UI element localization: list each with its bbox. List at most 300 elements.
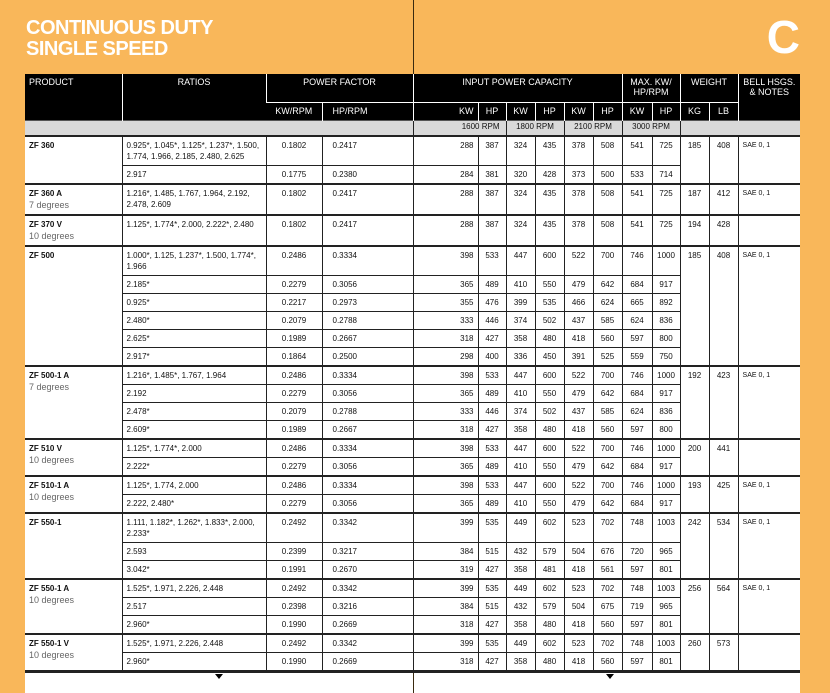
hp-2100-cell: 700 — [593, 246, 622, 276]
hp-1800-cell: 435 — [535, 215, 564, 246]
hp-1600-cell: 489 — [478, 276, 506, 294]
kw-1600-cell: 298 — [413, 348, 478, 367]
kw-1600-cell: 333 — [413, 312, 478, 330]
hp-max-cell: 1003 — [652, 634, 680, 653]
kw-max-cell: 719 — [622, 598, 652, 616]
ratios-cell: 2.480* — [122, 312, 266, 330]
table-row — [25, 215, 800, 246]
kw-1800-cell: 358 — [506, 616, 535, 635]
hp-1600-cell: 427 — [478, 616, 506, 635]
hp-1600-cell: 446 — [478, 312, 506, 330]
page-title — [26, 18, 213, 60]
product-name: ZF 500-1 A — [29, 371, 70, 380]
triangle-marker-icon — [215, 674, 223, 679]
col-kw: KW — [622, 103, 652, 121]
col-notes: BELL HSGS. & NOTES — [738, 74, 800, 121]
col-hp: HP — [652, 103, 680, 121]
kw-max-cell: 597 — [622, 616, 652, 635]
hp-rpm-cell: 0.3342 — [322, 634, 413, 653]
hp-2100-cell: 642 — [593, 385, 622, 403]
table-row — [25, 439, 800, 458]
product-cell — [25, 579, 122, 634]
hp-2100-cell: 508 — [593, 184, 622, 215]
kw-max-cell: 748 — [622, 579, 652, 598]
hp-2100-cell: 642 — [593, 276, 622, 294]
kw-1600-cell: 365 — [413, 495, 478, 514]
kw-2100-cell: 479 — [564, 385, 593, 403]
product-cell — [25, 215, 122, 246]
kw-max-cell: 541 — [622, 184, 652, 215]
kw-1800-cell: 447 — [506, 246, 535, 276]
hp-rpm-cell: 0.2417 — [322, 184, 413, 215]
kw-1600-cell: 399 — [413, 579, 478, 598]
hp-1800-cell: 480 — [535, 421, 564, 440]
col-product: PRODUCT — [25, 74, 122, 121]
hp-max-cell: 917 — [652, 495, 680, 514]
kw-2100-cell: 479 — [564, 276, 593, 294]
product-name: ZF 510-1 A — [29, 481, 70, 490]
kw-1800-cell: 447 — [506, 366, 535, 385]
hp-2100-cell: 560 — [593, 616, 622, 635]
col-kw: KW — [506, 103, 535, 121]
page-fold-line — [413, 673, 414, 693]
kw-1800-cell: 358 — [506, 330, 535, 348]
ratios-cell: 2.960* — [122, 616, 266, 635]
kw-1800-cell: 432 — [506, 598, 535, 616]
kw-1800-cell: 358 — [506, 561, 535, 580]
hp-2100-cell: 500 — [593, 166, 622, 185]
hp-2100-cell: 561 — [593, 561, 622, 580]
weight-lb-cell: 408 — [709, 246, 738, 366]
kw-2100-cell: 522 — [564, 246, 593, 276]
hp-1800-cell: 502 — [535, 312, 564, 330]
hp-rpm-cell: 0.2669 — [322, 616, 413, 635]
hp-1600-cell: 489 — [478, 385, 506, 403]
product-name: ZF 360 A — [29, 189, 63, 198]
hp-1600-cell: 446 — [478, 403, 506, 421]
title-line-2: SINGLE SPEED — [26, 38, 168, 60]
kw-rpm-cell: 0.2492 — [266, 634, 322, 653]
hp-1600-cell: 533 — [478, 439, 506, 458]
kw-2100-cell: 523 — [564, 634, 593, 653]
spec-table — [25, 74, 800, 671]
notes-cell: SAE 0, 1 — [738, 513, 800, 579]
weight-lb-cell: 573 — [709, 634, 738, 671]
hp-2100-cell: 702 — [593, 634, 622, 653]
weight-kg-cell: 193 — [680, 476, 709, 513]
product-subtitle: 7 degrees — [29, 200, 70, 210]
table-row — [25, 513, 800, 543]
hp-max-cell: 801 — [652, 653, 680, 671]
kw-2100-cell: 504 — [564, 543, 593, 561]
hp-1600-cell: 427 — [478, 330, 506, 348]
hp-max-cell: 725 — [652, 136, 680, 166]
hp-1600-cell: 427 — [478, 561, 506, 580]
kw-rpm-cell: 0.2398 — [266, 598, 322, 616]
hp-2100-cell: 508 — [593, 136, 622, 166]
hp-rpm-cell: 0.3334 — [322, 246, 413, 276]
ratios-cell: 0.925* — [122, 294, 266, 312]
kw-rpm-cell: 0.2399 — [266, 543, 322, 561]
hp-1600-cell: 427 — [478, 421, 506, 440]
hp-1800-cell: 428 — [535, 166, 564, 185]
product-cell — [25, 246, 122, 366]
ratios-cell: 1.125*, 1.774, 2.000 — [122, 476, 266, 495]
product-name: ZF 360 — [29, 141, 55, 150]
hp-max-cell: 1003 — [652, 579, 680, 598]
kw-1600-cell: 365 — [413, 458, 478, 477]
kw-1600-cell: 398 — [413, 439, 478, 458]
hp-1800-cell: 480 — [535, 616, 564, 635]
kw-rpm-cell: 0.2486 — [266, 366, 322, 385]
ratios-cell: 1.000*, 1.125, 1.237*, 1.500, 1.774*, 1.966 — [122, 246, 266, 276]
kw-2100-cell: 378 — [564, 184, 593, 215]
kw-1800-cell: 358 — [506, 421, 535, 440]
hp-rpm-cell: 0.3334 — [322, 366, 413, 385]
hp-rpm-cell: 0.3216 — [322, 598, 413, 616]
col-kg: KG — [680, 103, 709, 121]
notes-cell: SAE 0, 1 — [738, 136, 800, 184]
hp-max-cell: 1000 — [652, 366, 680, 385]
kw-1800-cell: 447 — [506, 439, 535, 458]
product-name: ZF 370 V — [29, 220, 62, 229]
kw-rpm-cell: 0.2279 — [266, 495, 322, 514]
ratios-cell: 2.625* — [122, 330, 266, 348]
col-hp: HP — [593, 103, 622, 121]
weight-kg-cell: 185 — [680, 246, 709, 366]
product-cell — [25, 634, 122, 671]
hp-2100-cell: 700 — [593, 439, 622, 458]
ratios-cell: 1.216*, 1.485*, 1.767, 1.964 — [122, 366, 266, 385]
kw-rpm-cell: 0.2217 — [266, 294, 322, 312]
kw-max-cell: 665 — [622, 294, 652, 312]
ratios-cell: 1.216*, 1.485, 1.767, 1.964, 2.192, 2.478, 2.609 — [122, 184, 266, 215]
kw-rpm-cell: 0.2079 — [266, 312, 322, 330]
col-hp: HP — [478, 103, 506, 121]
ratios-cell: 2.222* — [122, 458, 266, 477]
kw-rpm-cell: 0.1989 — [266, 330, 322, 348]
rpm-band-blank — [25, 121, 413, 137]
hp-1600-cell: 387 — [478, 136, 506, 166]
hp-1800-cell: 602 — [535, 634, 564, 653]
weight-lb-cell: 441 — [709, 439, 738, 476]
kw-1800-cell: 324 — [506, 136, 535, 166]
kw-max-cell: 684 — [622, 385, 652, 403]
hp-max-cell: 836 — [652, 312, 680, 330]
hp-1600-cell: 533 — [478, 246, 506, 276]
kw-rpm-cell: 0.2279 — [266, 458, 322, 477]
ratios-cell: 2.222, 2.480* — [122, 495, 266, 514]
ratios-cell: 2.917* — [122, 348, 266, 367]
hp-1800-cell: 550 — [535, 495, 564, 514]
hp-max-cell: 1000 — [652, 439, 680, 458]
rpm-band-blank — [680, 121, 800, 137]
hp-1600-cell: 515 — [478, 543, 506, 561]
kw-1600-cell: 318 — [413, 330, 478, 348]
weight-kg-cell: 242 — [680, 513, 709, 579]
rpm-label: 2100 RPM — [564, 121, 622, 137]
notes-cell: SAE 0, 1 — [738, 476, 800, 513]
col-kw-rpm: KW/RPM — [266, 103, 322, 121]
kw-1800-cell: 410 — [506, 458, 535, 477]
kw-max-cell: 624 — [622, 312, 652, 330]
table-body — [25, 136, 800, 671]
hp-1600-cell: 515 — [478, 598, 506, 616]
kw-1600-cell: 318 — [413, 653, 478, 671]
kw-2100-cell: 373 — [564, 166, 593, 185]
col-hp: HP — [535, 103, 564, 121]
product-cell — [25, 476, 122, 513]
hp-1800-cell: 602 — [535, 579, 564, 598]
ratios-cell: 2.478* — [122, 403, 266, 421]
col-hp-rpm: HP/RPM — [322, 103, 413, 121]
kw-1600-cell: 384 — [413, 543, 478, 561]
kw-1800-cell: 358 — [506, 653, 535, 671]
hp-1800-cell: 600 — [535, 476, 564, 495]
kw-1800-cell: 449 — [506, 513, 535, 543]
product-name: ZF 550-1 V — [29, 639, 70, 648]
hp-2100-cell: 585 — [593, 403, 622, 421]
kw-rpm-cell: 0.1991 — [266, 561, 322, 580]
product-subtitle: 10 degrees — [29, 231, 75, 241]
kw-1600-cell: 365 — [413, 276, 478, 294]
hp-rpm-cell: 0.2788 — [322, 312, 413, 330]
hp-max-cell: 836 — [652, 403, 680, 421]
kw-1800-cell: 410 — [506, 276, 535, 294]
table-row — [25, 476, 800, 495]
product-subtitle: 10 degrees — [29, 595, 75, 605]
kw-rpm-cell: 0.1775 — [266, 166, 322, 185]
hp-max-cell: 800 — [652, 330, 680, 348]
hp-1800-cell: 600 — [535, 366, 564, 385]
ratios-cell: 1.125*, 1.774*, 2.000, 2.222*, 2.480 — [122, 215, 266, 246]
kw-max-cell: 746 — [622, 246, 652, 276]
col-kw: KW — [413, 103, 478, 121]
col-power-factor: POWER FACTOR — [266, 74, 413, 103]
kw-max-cell: 746 — [622, 476, 652, 495]
hp-max-cell: 1003 — [652, 513, 680, 543]
kw-2100-cell: 479 — [564, 495, 593, 514]
hp-max-cell: 800 — [652, 421, 680, 440]
kw-max-cell: 748 — [622, 513, 652, 543]
hp-rpm-cell: 0.3217 — [322, 543, 413, 561]
kw-2100-cell: 418 — [564, 616, 593, 635]
kw-1600-cell: 318 — [413, 616, 478, 635]
kw-1600-cell: 384 — [413, 598, 478, 616]
hp-rpm-cell: 0.3342 — [322, 579, 413, 598]
hp-1800-cell: 550 — [535, 458, 564, 477]
hp-1600-cell: 400 — [478, 348, 506, 367]
kw-max-cell: 684 — [622, 458, 652, 477]
notes-cell: SAE 0, 1 — [738, 246, 800, 366]
hp-1800-cell: 550 — [535, 276, 564, 294]
kw-max-cell: 748 — [622, 634, 652, 653]
hp-max-cell: 750 — [652, 348, 680, 367]
kw-2100-cell: 479 — [564, 458, 593, 477]
kw-rpm-cell: 0.2079 — [266, 403, 322, 421]
hp-max-cell: 1000 — [652, 476, 680, 495]
kw-max-cell: 624 — [622, 403, 652, 421]
kw-1800-cell: 432 — [506, 543, 535, 561]
weight-lb-cell: 428 — [709, 215, 738, 246]
ratios-cell: 2.517 — [122, 598, 266, 616]
kw-1600-cell: 288 — [413, 215, 478, 246]
spec-sheet — [25, 74, 800, 693]
kw-max-cell: 541 — [622, 215, 652, 246]
hp-1600-cell: 489 — [478, 458, 506, 477]
hp-1600-cell: 427 — [478, 653, 506, 671]
hp-1800-cell: 435 — [535, 136, 564, 166]
kw-2100-cell: 437 — [564, 403, 593, 421]
kw-rpm-cell: 0.1989 — [266, 421, 322, 440]
hp-1800-cell: 535 — [535, 294, 564, 312]
hp-rpm-cell: 0.3334 — [322, 476, 413, 495]
kw-max-cell: 684 — [622, 495, 652, 514]
hp-rpm-cell: 0.2500 — [322, 348, 413, 367]
col-ratios: RATIOS — [122, 74, 266, 121]
kw-2100-cell: 391 — [564, 348, 593, 367]
kw-2100-cell: 466 — [564, 294, 593, 312]
col-kw: KW — [564, 103, 593, 121]
kw-max-cell: 541 — [622, 136, 652, 166]
hp-2100-cell: 700 — [593, 476, 622, 495]
kw-2100-cell: 418 — [564, 330, 593, 348]
hp-max-cell: 965 — [652, 598, 680, 616]
product-cell — [25, 184, 122, 215]
weight-lb-cell: 408 — [709, 136, 738, 184]
hp-1800-cell: 579 — [535, 543, 564, 561]
kw-1600-cell: 399 — [413, 513, 478, 543]
triangle-marker-icon — [606, 674, 614, 679]
ratios-cell: 2.917 — [122, 166, 266, 185]
kw-1800-cell: 447 — [506, 476, 535, 495]
hp-rpm-cell: 0.3056 — [322, 458, 413, 477]
kw-rpm-cell: 0.1802 — [266, 215, 322, 246]
kw-rpm-cell: 0.2486 — [266, 246, 322, 276]
hp-1800-cell: 450 — [535, 348, 564, 367]
kw-rpm-cell: 0.1990 — [266, 616, 322, 635]
weight-kg-cell: 260 — [680, 634, 709, 671]
hp-2100-cell: 585 — [593, 312, 622, 330]
notes-cell — [738, 439, 800, 476]
hp-2100-cell: 560 — [593, 653, 622, 671]
kw-max-cell: 559 — [622, 348, 652, 367]
kw-rpm-cell: 0.2279 — [266, 276, 322, 294]
weight-lb-cell: 564 — [709, 579, 738, 634]
kw-rpm-cell: 0.1802 — [266, 136, 322, 166]
hp-rpm-cell: 0.2669 — [322, 653, 413, 671]
hp-1600-cell: 533 — [478, 476, 506, 495]
rpm-label: 3000 RPM — [622, 121, 680, 137]
weight-kg-cell: 256 — [680, 579, 709, 634]
weight-lb-cell: 412 — [709, 184, 738, 215]
rpm-band — [25, 121, 800, 137]
weight-kg-cell: 192 — [680, 366, 709, 439]
kw-rpm-cell: 0.1990 — [266, 653, 322, 671]
notes-cell — [738, 215, 800, 246]
col-max: MAX. KW/ HP/RPM — [622, 74, 680, 103]
hp-1800-cell: 480 — [535, 330, 564, 348]
table-row — [25, 136, 800, 166]
hp-1800-cell: 602 — [535, 513, 564, 543]
kw-2100-cell: 522 — [564, 439, 593, 458]
kw-rpm-cell: 0.2486 — [266, 439, 322, 458]
weight-kg-cell: 194 — [680, 215, 709, 246]
notes-cell: SAE 0, 1 — [738, 366, 800, 439]
kw-max-cell: 684 — [622, 276, 652, 294]
kw-1800-cell: 374 — [506, 312, 535, 330]
kw-1800-cell: 336 — [506, 348, 535, 367]
kw-rpm-cell: 0.2492 — [266, 513, 322, 543]
ratios-cell: 2.593 — [122, 543, 266, 561]
kw-1800-cell: 410 — [506, 385, 535, 403]
kw-2100-cell: 504 — [564, 598, 593, 616]
hp-rpm-cell: 0.3056 — [322, 276, 413, 294]
kw-1600-cell: 318 — [413, 421, 478, 440]
notes-cell: SAE 0, 1 — [738, 184, 800, 215]
ratios-cell: 2.960* — [122, 653, 266, 671]
kw-2100-cell: 378 — [564, 136, 593, 166]
ratios-cell: 0.925*, 1.045*, 1.125*, 1.237*, 1.500, 1.774, 1.966, 2.185, 2.480, 2.625 — [122, 136, 266, 166]
product-name: ZF 550-1 — [29, 518, 62, 527]
kw-2100-cell: 522 — [564, 366, 593, 385]
product-subtitle: 10 degrees — [29, 455, 75, 465]
hp-max-cell: 892 — [652, 294, 680, 312]
hp-2100-cell: 560 — [593, 421, 622, 440]
hp-1600-cell: 535 — [478, 634, 506, 653]
hp-rpm-cell: 0.2973 — [322, 294, 413, 312]
kw-2100-cell: 418 — [564, 561, 593, 580]
hp-max-cell: 917 — [652, 385, 680, 403]
hp-rpm-cell: 0.2417 — [322, 215, 413, 246]
kw-max-cell: 597 — [622, 330, 652, 348]
hp-rpm-cell: 0.3334 — [322, 439, 413, 458]
hp-max-cell: 801 — [652, 561, 680, 580]
kw-1600-cell: 398 — [413, 366, 478, 385]
table-row — [25, 634, 800, 653]
hp-2100-cell: 642 — [593, 495, 622, 514]
hp-2100-cell: 676 — [593, 543, 622, 561]
hp-rpm-cell: 0.2667 — [322, 421, 413, 440]
hp-max-cell: 725 — [652, 215, 680, 246]
hp-2100-cell: 642 — [593, 458, 622, 477]
kw-1600-cell: 288 — [413, 184, 478, 215]
kw-1800-cell: 374 — [506, 403, 535, 421]
table-row — [25, 246, 800, 276]
hp-max-cell: 725 — [652, 184, 680, 215]
weight-lb-cell: 534 — [709, 513, 738, 579]
hp-2100-cell: 675 — [593, 598, 622, 616]
hp-1600-cell: 381 — [478, 166, 506, 185]
product-name: ZF 500 — [29, 251, 55, 260]
weight-lb-cell: 423 — [709, 366, 738, 439]
product-subtitle: 10 degrees — [29, 650, 75, 660]
hp-2100-cell: 702 — [593, 579, 622, 598]
kw-1800-cell: 320 — [506, 166, 535, 185]
kw-max-cell: 533 — [622, 166, 652, 185]
kw-rpm-cell: 0.2279 — [266, 385, 322, 403]
ratios-cell: 1.125*, 1.774*, 2.000 — [122, 439, 266, 458]
kw-1600-cell: 319 — [413, 561, 478, 580]
product-cell — [25, 439, 122, 476]
hp-rpm-cell: 0.2788 — [322, 403, 413, 421]
table-row — [25, 579, 800, 598]
ratios-cell: 1.111, 1.182*, 1.262*, 1.833*, 2.000, 2.233* — [122, 513, 266, 543]
hp-1800-cell: 481 — [535, 561, 564, 580]
kw-2100-cell: 378 — [564, 215, 593, 246]
kw-max-cell: 597 — [622, 653, 652, 671]
hp-1800-cell: 435 — [535, 184, 564, 215]
